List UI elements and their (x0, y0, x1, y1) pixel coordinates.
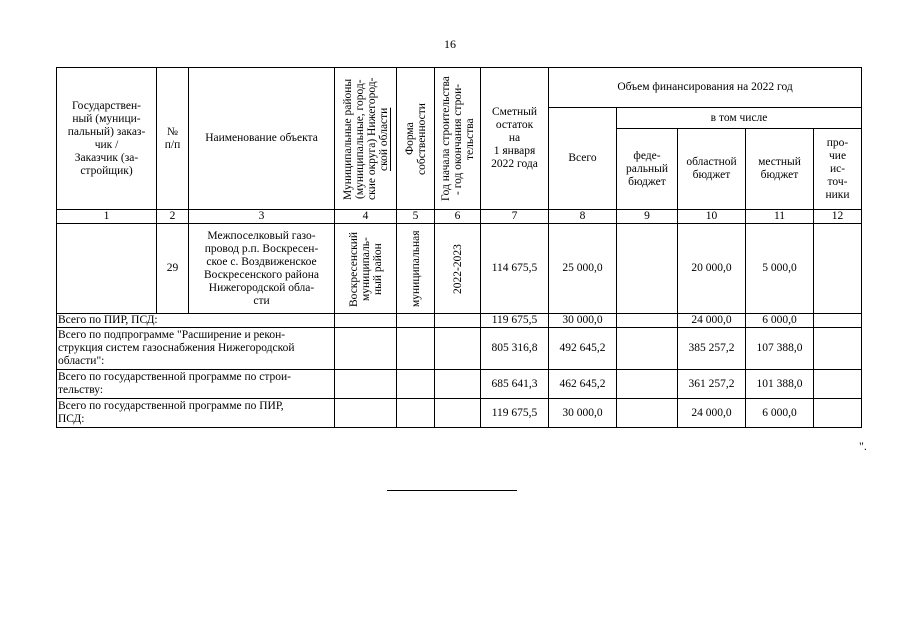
column-number: 3 (189, 210, 335, 224)
header-number: № п/п (157, 68, 189, 210)
regional-cell: 20 000,0 (678, 224, 746, 314)
other-cell (814, 314, 862, 328)
column-number-row (57, 210, 862, 224)
header-federal: феде- ральный бюджет (617, 129, 678, 210)
summary-label: Всего по ПИР, ПСД: (57, 314, 335, 328)
header-district: Муниципальные районы (муниципальные, город- ские округа) Нижегород- ской области (335, 68, 397, 210)
funding-table (56, 67, 862, 428)
balance-cell: 119 675,5 (481, 314, 549, 328)
header-balance: Сметный остаток на 1 января 2022 года (481, 68, 549, 210)
header-total: Всего (549, 108, 617, 210)
summary-row (57, 399, 862, 428)
column-number: 8 (549, 210, 617, 224)
balance-cell: 119 675,5 (481, 399, 549, 428)
header-object-name: Наименование объекта (189, 68, 335, 210)
federal-cell (617, 224, 678, 314)
other-cell (814, 370, 862, 399)
column-number: 5 (397, 210, 435, 224)
summary-label: Всего по государственной программе по ПИР, ПСД: (57, 399, 335, 428)
header-local: местный бюджет (746, 129, 814, 210)
balance-cell: 685 641,3 (481, 370, 549, 399)
summary-label: Всего по государственной программе по строи- тельству: (57, 370, 335, 399)
column-number: 7 (481, 210, 549, 224)
ownership-cell: муниципальная (397, 224, 435, 314)
separator-line (387, 490, 517, 491)
regional-cell: 385 257,2 (678, 328, 746, 370)
column-number: 12 (814, 210, 862, 224)
summary-row (57, 370, 862, 399)
closing-quote: ". (859, 439, 867, 453)
summary-row (57, 314, 862, 328)
regional-cell: 24 000,0 (678, 399, 746, 428)
column-number: 11 (746, 210, 814, 224)
regional-cell: 24 000,0 (678, 314, 746, 328)
other-cell (814, 224, 862, 314)
header-including: в том числе (617, 108, 862, 129)
summary-label: Всего по подпрограмме "Расширение и рекон- струкция систем газоснабжения Нижегородской области": (57, 328, 335, 370)
row-number: 29 (157, 224, 189, 314)
object-name: Межпоселковый газо- провод р.п. Воскресен- ское с. Воздвиженское Воскресенского района Нижегородской обла- сти (189, 224, 335, 314)
balance-cell: 114 675,5 (481, 224, 549, 314)
column-number: 4 (335, 210, 397, 224)
total-cell: 492 645,2 (549, 328, 617, 370)
total-cell: 462 645,2 (549, 370, 617, 399)
header-other: про- чие ис- точ- ники (814, 129, 862, 210)
federal-cell (617, 370, 678, 399)
federal-cell (617, 314, 678, 328)
header-years: Год начала строительства - год окончания строи- тельства (435, 68, 481, 210)
column-number: 1 (57, 210, 157, 224)
district-cell: Воскресенский муниципаль- ный район (335, 224, 397, 314)
local-cell: 6 000,0 (746, 314, 814, 328)
table-row (57, 224, 862, 314)
local-cell: 6 000,0 (746, 399, 814, 428)
header-customer: Государствен- ный (муници- пальный) заказ- чик / Заказчик (за- стройщик) (57, 68, 157, 210)
total-cell: 30 000,0 (549, 399, 617, 428)
years-cell: 2022-2023 (435, 224, 481, 314)
header-regional: областной бюджет (678, 129, 746, 210)
header-funding: Объем финансирования на 2022 год (549, 68, 862, 108)
page-number: 16 (444, 37, 456, 51)
column-number: 6 (435, 210, 481, 224)
local-cell: 5 000,0 (746, 224, 814, 314)
summary-row (57, 328, 862, 370)
federal-cell (617, 328, 678, 370)
header-ownership: Форма собственности (397, 68, 435, 210)
total-cell: 30 000,0 (549, 314, 617, 328)
balance-cell: 805 316,8 (481, 328, 549, 370)
local-cell: 107 388,0 (746, 328, 814, 370)
local-cell: 101 388,0 (746, 370, 814, 399)
other-cell (814, 399, 862, 428)
regional-cell: 361 257,2 (678, 370, 746, 399)
customer-cell (57, 224, 157, 314)
column-number: 9 (617, 210, 678, 224)
column-number: 2 (157, 210, 189, 224)
federal-cell (617, 399, 678, 428)
total-cell: 25 000,0 (549, 224, 617, 314)
column-number: 10 (678, 210, 746, 224)
other-cell (814, 328, 862, 370)
